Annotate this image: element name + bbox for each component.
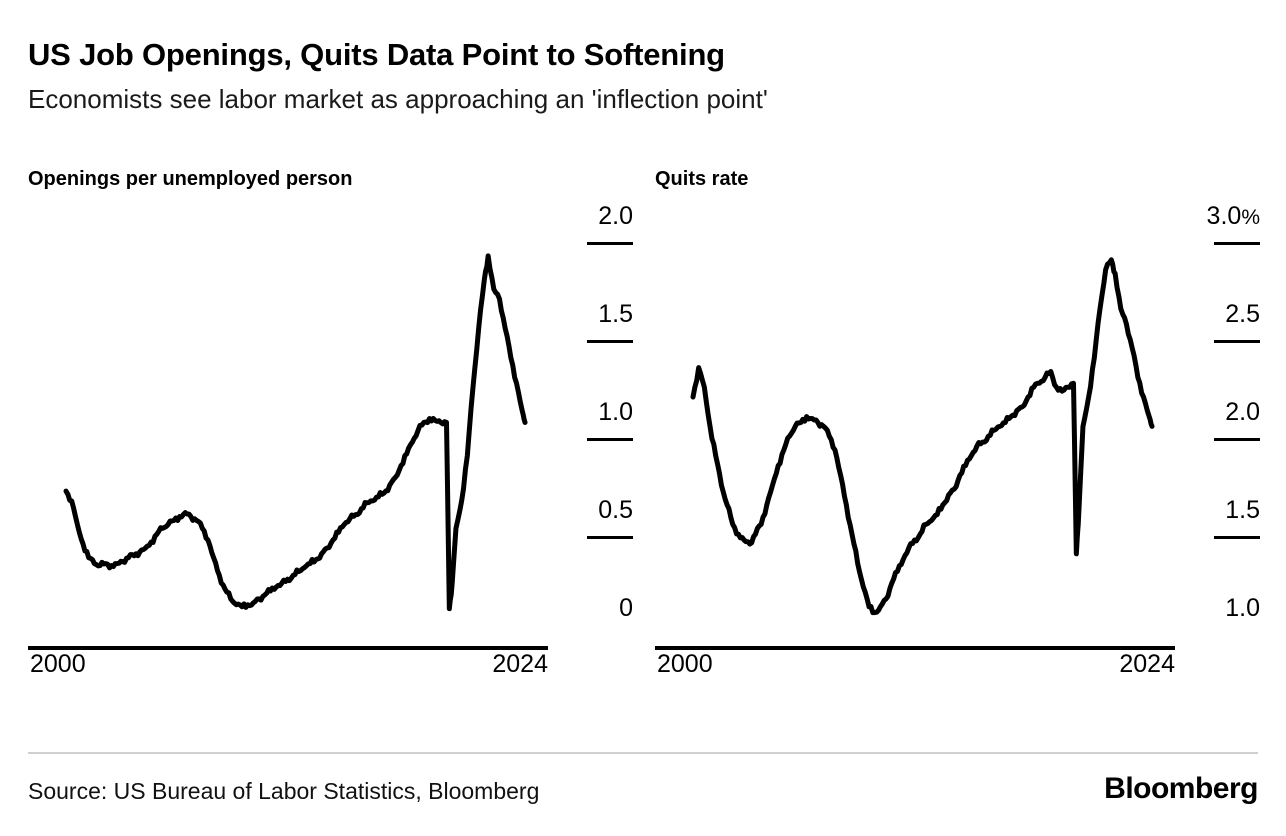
- source-note: Source: US Bureau of Labor Statistics, Bloomberg: [28, 778, 540, 804]
- line-chart-openings: [28, 210, 548, 650]
- plot-area-quits: [655, 210, 1175, 650]
- y-tick-label: 3.0%: [1206, 202, 1260, 230]
- y-axis-quits: [1180, 202, 1260, 650]
- footer-divider: [28, 752, 1258, 754]
- y-tick-rule: [587, 536, 633, 539]
- page-title: US Job Openings, Quits Data Point to Softening: [28, 37, 725, 72]
- x-axis-labels-quits: [655, 650, 1175, 690]
- series-line-quits: [693, 260, 1152, 613]
- plot-area-openings: [28, 210, 548, 650]
- y-tick-rule: [1214, 438, 1260, 441]
- y-tick-rule: [1214, 340, 1260, 343]
- panel-title-quits: Quits rate: [655, 168, 749, 190]
- y-tick-rule: [1214, 536, 1260, 539]
- x-tick-end: 2024: [1119, 650, 1175, 678]
- y-tick-label: 0.5: [598, 496, 633, 524]
- y-tick-rule: [1214, 242, 1260, 245]
- y-tick-label: 2.0: [1225, 398, 1260, 426]
- y-tick-rule: [587, 242, 633, 245]
- page-subtitle: Economists see labor market as approaching an 'inflection point': [28, 84, 768, 114]
- y-tick-rule: [587, 438, 633, 441]
- y-axis-openings: [553, 202, 633, 650]
- series-line-openings: [66, 256, 525, 609]
- y-tick-label: 1.5: [598, 300, 633, 328]
- y-tick-label: 1.0: [1225, 594, 1260, 622]
- y-tick-label: 2.0: [598, 202, 633, 230]
- y-tick-rule: [587, 340, 633, 343]
- y-tick-label: 1.0: [598, 398, 633, 426]
- line-chart-quits: [655, 210, 1175, 650]
- x-tick-end: 2024: [492, 650, 548, 678]
- y-tick-label: 0: [619, 594, 633, 622]
- x-tick-start: 2000: [657, 650, 713, 678]
- bloomberg-logo: Bloomberg: [1104, 772, 1258, 805]
- chart-panel-quits: [655, 160, 1260, 720]
- x-tick-start: 2000: [30, 650, 86, 678]
- y-tick-label: 2.5: [1225, 300, 1260, 328]
- y-tick-label: 1.5: [1225, 496, 1260, 524]
- chart-panel-openings: [28, 160, 633, 720]
- panel-title-openings: Openings per unemployed person: [28, 168, 353, 190]
- x-axis-labels-openings: [28, 650, 548, 690]
- percent-sign: %: [1241, 206, 1260, 229]
